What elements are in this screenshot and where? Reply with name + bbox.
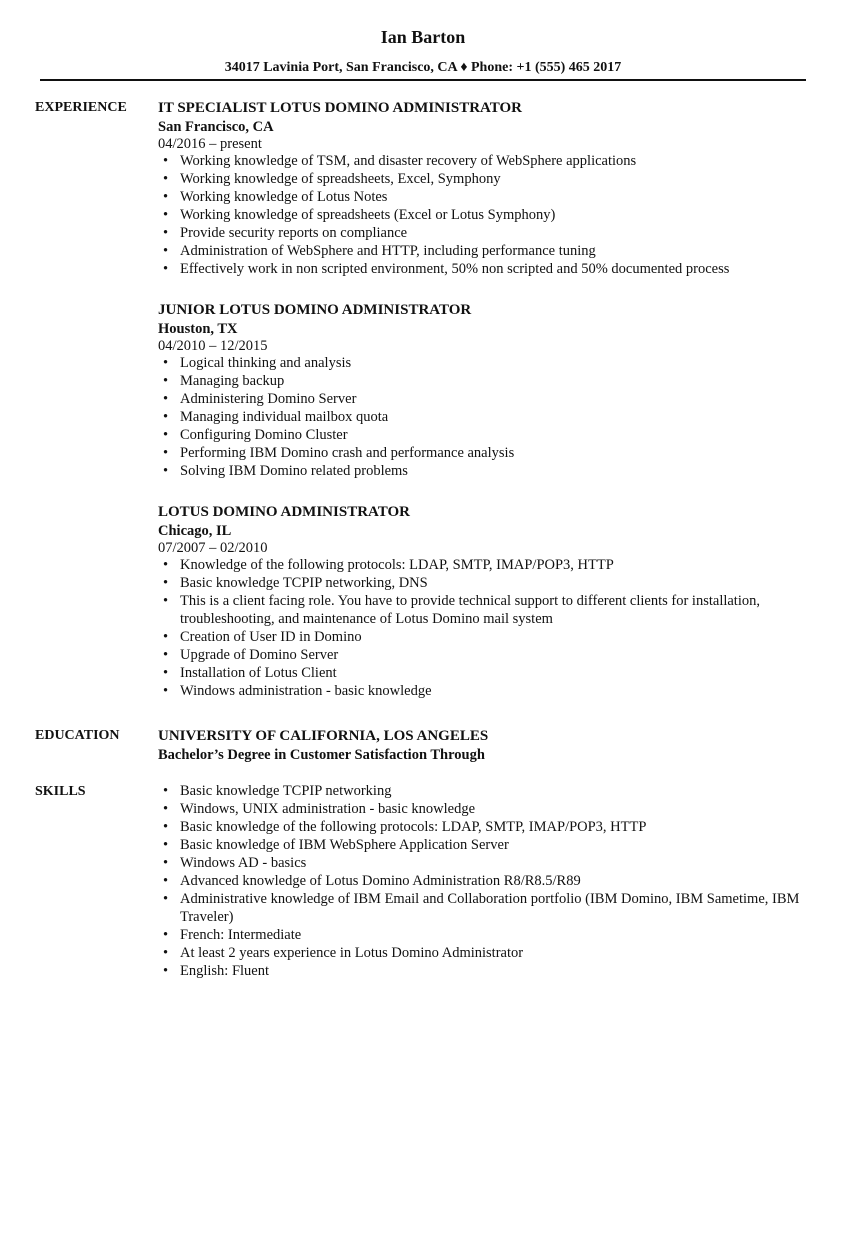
job-location: Houston, TX: [158, 321, 238, 337]
list-item: • Configuring Domino Cluster: [158, 426, 808, 444]
skills-list: [158, 782, 808, 980]
list-item: • Windows, UNIX administration - basic knowledge: [158, 800, 808, 818]
list-item: • Working knowledge of spreadsheets, Excel, Symphony: [158, 170, 808, 188]
job-entry: [158, 503, 808, 700]
list-item: • At least 2 years experience in Lotus Domino Administrator: [158, 944, 808, 962]
list-item: • Advanced knowledge of Lotus Domino Administration R8/R8.5/R89: [158, 872, 808, 890]
list-item: • Basic knowledge of the following protocols: LDAP, SMTP, IMAP/POP3, HTTP: [158, 818, 808, 836]
job-title: LOTUS DOMINO ADMINISTRATOR: [158, 504, 410, 520]
list-item: • Basic knowledge TCPIP networking: [158, 782, 808, 800]
list-item: • Managing backup: [158, 372, 808, 390]
list-item: • Working knowledge of Lotus Notes: [158, 188, 808, 206]
list-item: • French: Intermediate: [158, 926, 808, 944]
list-item: • Windows AD - basics: [158, 854, 808, 872]
job-location: Chicago, IL: [158, 523, 232, 539]
list-item: • Installation of Lotus Client: [158, 664, 808, 682]
list-item: • Windows administration - basic knowledge: [158, 682, 808, 700]
list-item: • Creation of User ID in Domino: [158, 628, 808, 646]
list-item: • Upgrade of Domino Server: [158, 646, 808, 664]
job-title: JUNIOR LOTUS DOMINO ADMINISTRATOR: [158, 302, 472, 318]
job-bullet-list: [158, 556, 808, 700]
list-item: • Effectively work in non scripted environment, 50% non scripted and 50% documented process: [158, 260, 808, 278]
list-item: • Working knowledge of spreadsheets (Excel or Lotus Symphony): [158, 206, 808, 224]
job-entry: [158, 99, 808, 278]
job-bullet-list: [158, 354, 808, 480]
list-item: • Provide security reports on compliance: [158, 224, 808, 242]
job-location: San Francisco, CA: [158, 119, 274, 135]
list-item: • Basic knowledge of IBM WebSphere Application Server: [158, 836, 808, 854]
list-item: • Knowledge of the following protocols: LDAP, SMTP, IMAP/POP3, HTTP: [158, 556, 808, 574]
list-item: • Performing IBM Domino crash and performance analysis: [158, 444, 808, 462]
contact-line: 34017 Lavinia Port, San Francisco, CA ♦ Phone: +1 (555) 465 2017: [224, 60, 622, 75]
job-entry: [158, 301, 808, 480]
experience-section-label: EXPERIENCE: [35, 100, 127, 115]
degree: Bachelor’s Degree in Customer Satisfaction Through: [158, 747, 485, 763]
list-item: • Basic knowledge TCPIP networking, DNS: [158, 574, 808, 592]
list-item: • English: Fluent: [158, 962, 808, 980]
skills-entry: [158, 782, 808, 980]
list-item: • Administering Domino Server: [158, 390, 808, 408]
job-bullet-list: [158, 152, 808, 278]
list-item: • Administrative knowledge of IBM Email and Collaboration portfolio (IBM Domino, IBM Sametime, IBM Traveler): [158, 890, 808, 926]
skills-section-label: SKILLS: [35, 784, 86, 799]
education-section-label: EDUCATION: [35, 728, 120, 743]
job-dates: 07/2007 – 02/2010: [158, 540, 268, 556]
list-item: • Administration of WebSphere and HTTP, including performance tuning: [158, 242, 808, 260]
education-entry: [158, 727, 808, 764]
job-dates: 04/2016 – present: [158, 136, 262, 152]
list-item: • This is a client facing role. You have to provide technical support to different clients for installation, troubleshooting, and maintenance of Lotus Domino mail system: [158, 592, 808, 628]
list-item: • Solving IBM Domino related problems: [158, 462, 808, 480]
candidate-name: Ian Barton: [380, 27, 466, 47]
school-name: UNIVERSITY OF CALIFORNIA, LOS ANGELES: [158, 728, 489, 744]
list-item: • Working knowledge of TSM, and disaster recovery of WebSphere applications: [158, 152, 808, 170]
resume-header: [40, 0, 806, 81]
list-item: • Logical thinking and analysis: [158, 354, 808, 372]
job-dates: 04/2010 – 12/2015: [158, 338, 268, 354]
list-item: • Managing individual mailbox quota: [158, 408, 808, 426]
job-title: IT SPECIALIST LOTUS DOMINO ADMINISTRATOR: [158, 100, 522, 116]
